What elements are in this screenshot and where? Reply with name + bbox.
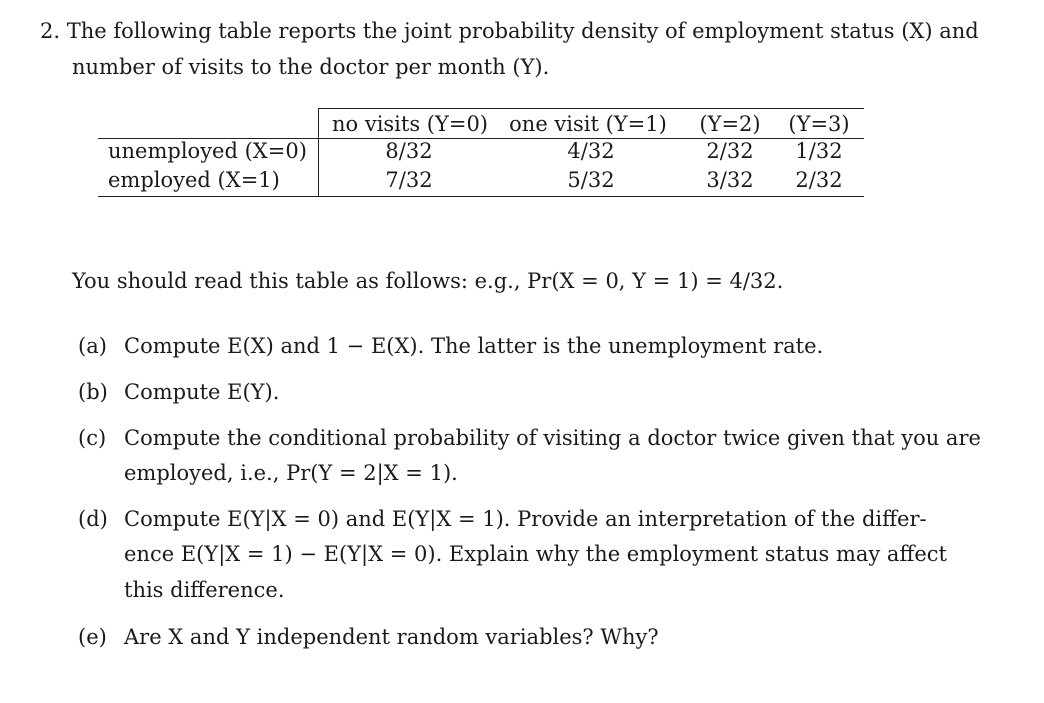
col-header-y2: (Y=2) xyxy=(699,112,761,136)
table-bottom-rule xyxy=(98,196,864,197)
problem-number: 2. xyxy=(40,19,61,43)
question-e-line-1: Are X and Y independent random variables? Why? xyxy=(124,625,659,649)
row-label-employed: employed (X=1) xyxy=(108,168,280,192)
question-b-label: (b) xyxy=(78,380,108,404)
question-c-line-2: employed, i.e., Pr(Y = 2|X = 1). xyxy=(124,461,458,485)
question-e-label: (e) xyxy=(78,625,107,649)
col-header-y0: no visits (Y=0) xyxy=(331,112,488,136)
cell-x0-y2: 2/32 xyxy=(706,139,754,163)
cell-x0-y3: 1/32 xyxy=(795,139,843,163)
cell-x0-y0: 8/32 xyxy=(385,139,433,163)
question-a-line-1: Compute E(X) and 1 − E(X). The latter is the unemployment rate. xyxy=(124,334,824,358)
table-label-divider xyxy=(318,108,319,197)
cell-x0-y1: 4/32 xyxy=(567,139,615,163)
intro-line-1 xyxy=(40,18,979,44)
intro-line-2: number of visits to the doctor per month (Y). xyxy=(72,55,550,79)
intro-text-1: The following table reports the joint probability density of employment status (X) and xyxy=(66,19,979,43)
question-b-line-1: Compute E(Y). xyxy=(124,380,280,404)
question-d-label: (d) xyxy=(78,507,108,531)
col-header-y1: one visit (Y=1) xyxy=(509,112,667,136)
read-note: You should read this table as follows: e.g., Pr(X = 0, Y = 1) = 4/32. xyxy=(72,269,784,293)
cell-x1-y0: 7/32 xyxy=(385,168,433,192)
joint-probability-table xyxy=(98,108,864,212)
question-d-line-3: this difference. xyxy=(124,578,285,602)
question-a-label: (a) xyxy=(78,334,107,358)
col-header-y3: (Y=3) xyxy=(788,112,850,136)
question-c-line-1: Compute the conditional probability of visiting a doctor twice given that you are xyxy=(124,426,981,450)
cell-x1-y3: 2/32 xyxy=(795,168,843,192)
question-c-label: (c) xyxy=(78,426,107,450)
cell-x1-y1: 5/32 xyxy=(567,168,615,192)
question-d-line-1: Compute E(Y|X = 0) and E(Y|X = 1). Provide an interpretation of the differ- xyxy=(124,507,927,531)
table-top-rule xyxy=(318,108,864,109)
row-label-unemployed: unemployed (X=0) xyxy=(108,139,307,163)
cell-x1-y2: 3/32 xyxy=(706,168,754,192)
question-d-line-2: ence E(Y|X = 1) − E(Y|X = 0). Explain why the employment status may affect xyxy=(124,542,947,566)
